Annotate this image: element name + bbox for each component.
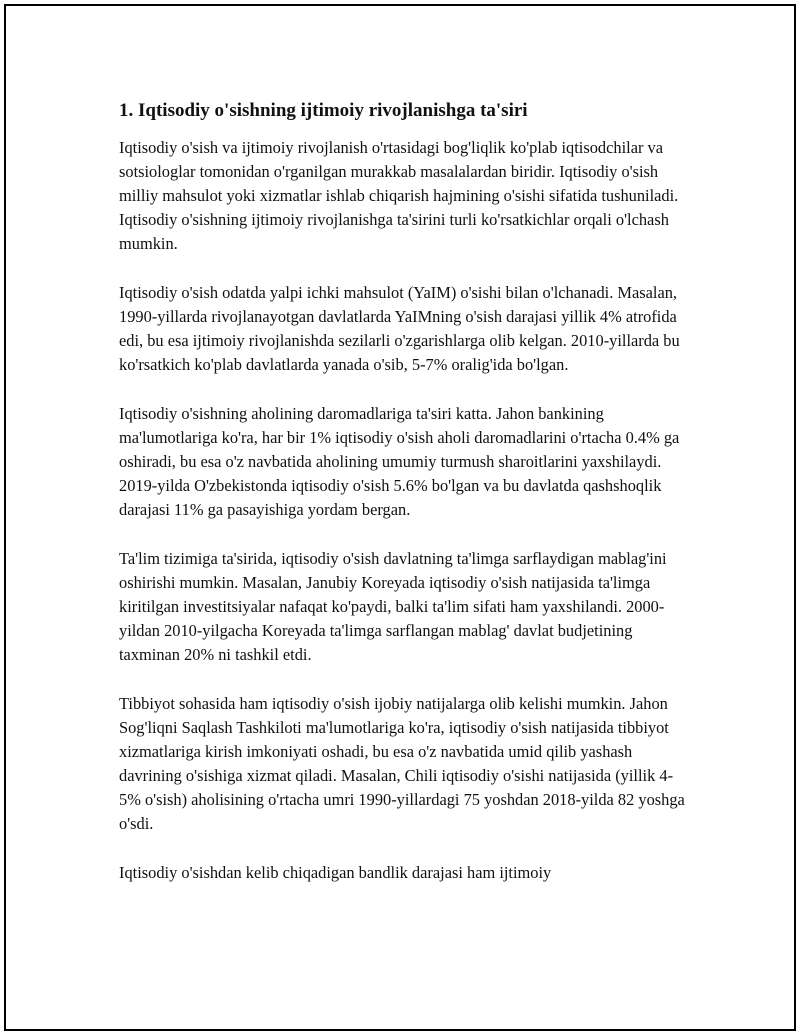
document-body [119, 98, 691, 910]
paragraph-5: Tibbiyot sohasida ham iqtisodiy o'sish ijobiy natijalarga olib kelishi mumkin. Jahon Sog'liqni Saqlash Tashkiloti ma'lumotlariga ko'ra, iqtisodiy o'sish natijasida tibbiyot xizmatlariga kirish imkoniyati oshadi, bu esa o'z navbatida umid qilib yashash davrining o'sishiga xizmat qiladi. Masalan, Chili iqtisodiy o'sishi natijasida (yillik 4-5% o'sish) aholisining o'rtacha umri 1990-yillardagi 75 yoshdan 2018-yilda 82 yoshga o'sdi. [119, 694, 685, 833]
document-title: 1. Iqtisodiy o'sishning ijtimoiy rivojlanishga ta'siri [119, 100, 528, 121]
paragraph-1: Iqtisodiy o'sish va ijtimoiy rivojlanish o'rtasidagi bog'liqlik ko'plab iqtisodchilar va sotsiologlar tomonidan o'rganilgan murakkab masalalardan biridir. Iqtisodiy o'sish milliy mahsulot yoki xizmatlar ishlab chiqarish hajmining o'sishi sifatida tushuniladi. Iqtisodiy o'sishning ijtimoiy rivojlanishga ta'sirini turli ko'rsatkichlar orqali o'lchash mumkin. [119, 138, 679, 253]
page-frame [4, 4, 796, 1031]
paragraph-2: Iqtisodiy o'sish odatda yalpi ichki mahsulot (YaIM) o'sishi bilan o'lchanadi. Masalan, 1990-yillarda rivojlanayotgan davlatlarda YaIMning o'sish darajasi yillik 4% atrofida edi, bu esa ijtimoiy rivojlanishda sezilarli o'zgarishlarga olib kelgan. 2010-yillarda bu ko'rsatkich ko'plab davlatlarda yanada o'sib, 5-7% oralig'ida bo'lgan. [119, 283, 680, 374]
paragraph-3: Iqtisodiy o'sishning aholining daromadlariga ta'siri katta. Jahon bankining ma'lumotlariga ko'ra, har bir 1% iqtisodiy o'sish aholi daromadlarini o'rtacha 0.4% ga oshiradi, bu esa o'z navbatida aholining umumiy turmush sharoitlarini yaxshilaydi. 2019-yilda O'zbekistonda iqtisodiy o'sish 5.6% bo'lgan va bu davlatda qashshoqlik darajasi 11% ga pasayishiga yordam bergan. [119, 404, 680, 519]
paragraph-4: Ta'lim tizimiga ta'sirida, iqtisodiy o'sish davlatning ta'limga sarflaydigan mablag'ini oshirishi mumkin. Masalan, Janubiy Koreyada iqtisodiy o'sish natijasida ta'limga kiritilgan investitsiyalar nafaqat ko'paydi, balki ta'lim sifati ham yaxshilandi. 2000-yildan 2010-yilgacha Koreyada ta'limga sarflangan mablag' davlat budjetining taxminan 20% ni tashkil etdi. [119, 549, 667, 664]
paragraph-6: Iqtisodiy o'sishdan kelib chiqadigan bandlik darajasi ham ijtimoiy [119, 863, 552, 882]
